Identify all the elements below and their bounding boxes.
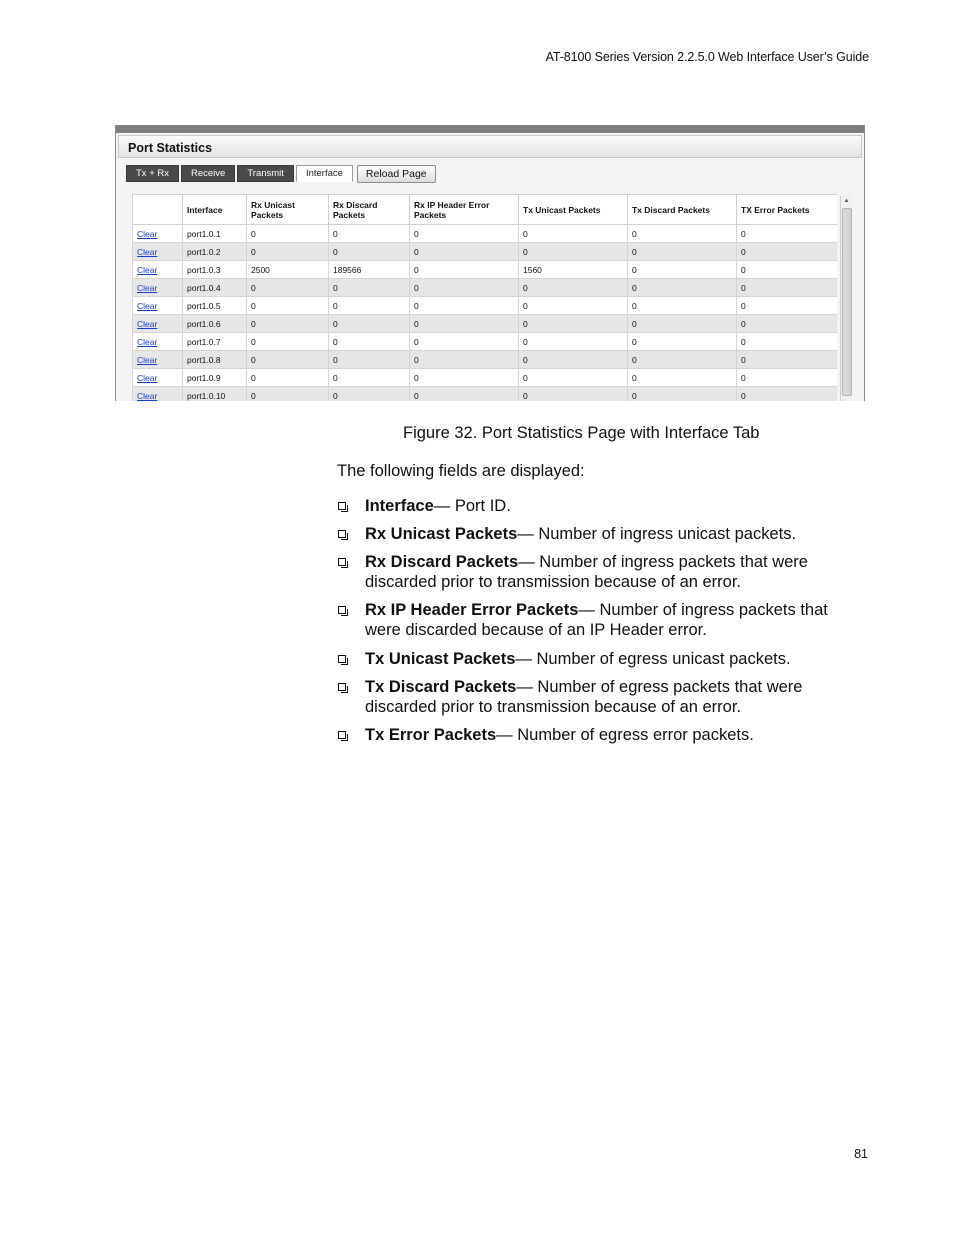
table-cell: port1.0.3 — [183, 261, 247, 279]
checkbox-bullet-icon — [338, 683, 346, 691]
field-description: — Number of egress packets that were discarded prior to transmission because of an error. — [365, 678, 803, 716]
table-cell: 0 — [628, 279, 737, 297]
column-header: Tx Discard Packets — [628, 195, 737, 225]
table-cell: 0 — [329, 387, 410, 402]
list-item — [337, 496, 867, 516]
list-item — [337, 524, 867, 544]
table-cell: 0 — [737, 333, 838, 351]
table-cell: 0 — [519, 351, 628, 369]
table-cell: 0 — [519, 387, 628, 402]
table-cell: port1.0.6 — [183, 315, 247, 333]
tab-receive[interactable]: Receive — [181, 165, 235, 182]
running-header: AT-8100 Series Version 2.2.5.0 Web Interface User’s Guide — [545, 50, 869, 64]
table-header-row — [133, 195, 838, 225]
checkbox-bullet-icon — [338, 530, 346, 538]
table-cell: 0 — [737, 369, 838, 387]
table-cell: 0 — [519, 297, 628, 315]
field-term: Rx Discard Packets — [365, 553, 519, 571]
table-cell: 0 — [628, 297, 737, 315]
clear-link[interactable]: Clear — [133, 387, 183, 402]
clear-link[interactable]: Clear — [133, 351, 183, 369]
column-header — [133, 195, 183, 225]
table-row — [133, 279, 838, 297]
table-cell: 0 — [329, 243, 410, 261]
list-item — [337, 677, 867, 717]
column-header: Tx Unicast Packets — [519, 195, 628, 225]
intro-text: The following fields are displayed: — [337, 462, 585, 480]
field-term: Interface — [365, 497, 434, 515]
clear-link[interactable]: Clear — [133, 333, 183, 351]
table-row — [133, 333, 838, 351]
table-cell: 0 — [247, 351, 329, 369]
table-cell: 0 — [410, 225, 519, 243]
table-cell: 1560 — [519, 261, 628, 279]
table-cell: 0 — [410, 333, 519, 351]
table-cell: 0 — [410, 315, 519, 333]
tab-transmit[interactable]: Transmit — [237, 165, 294, 182]
table-cell: 0 — [628, 369, 737, 387]
clear-link[interactable]: Clear — [133, 225, 183, 243]
column-header: Rx IP Header Error Packets — [410, 195, 519, 225]
table-cell: 0 — [247, 297, 329, 315]
table-cell: port1.0.4 — [183, 279, 247, 297]
table-cell: 0 — [410, 387, 519, 402]
panel-top-bar — [116, 125, 864, 133]
stats-table-area — [132, 194, 837, 401]
table-cell: 2500 — [247, 261, 329, 279]
column-header: Rx Unicast Packets — [247, 195, 329, 225]
scroll-up-arrow-icon[interactable]: ▲ — [843, 198, 850, 204]
panel-title: Port Statistics — [118, 135, 862, 158]
list-item — [337, 600, 867, 640]
column-header: Interface — [183, 195, 247, 225]
table-cell: port1.0.2 — [183, 243, 247, 261]
table-cell: 0 — [737, 279, 838, 297]
list-item — [337, 649, 867, 669]
list-item — [337, 725, 867, 745]
table-cell: 0 — [247, 387, 329, 402]
table-row — [133, 315, 838, 333]
table-cell: 0 — [329, 225, 410, 243]
column-header: Rx Discard Packets — [329, 195, 410, 225]
clear-link[interactable]: Clear — [133, 243, 183, 261]
field-description: — Number of egress error packets. — [496, 726, 754, 744]
table-row — [133, 225, 838, 243]
table-cell: 0 — [737, 351, 838, 369]
list-item — [337, 552, 867, 592]
table-cell: 0 — [329, 333, 410, 351]
field-list — [337, 496, 867, 745]
port-statistics-screenshot — [115, 125, 865, 401]
table-cell: 0 — [519, 279, 628, 297]
table-cell: 0 — [519, 333, 628, 351]
field-term: Rx Unicast Packets — [365, 525, 518, 543]
table-cell: port1.0.5 — [183, 297, 247, 315]
table-cell: 0 — [247, 315, 329, 333]
table-cell: 0 — [628, 243, 737, 261]
field-description: — Number of ingress packets that were discarded because of an IP Header error. — [365, 601, 828, 639]
clear-link[interactable]: Clear — [133, 279, 183, 297]
table-cell: 0 — [410, 351, 519, 369]
checkbox-bullet-icon — [338, 606, 346, 614]
clear-link[interactable]: Clear — [133, 315, 183, 333]
checkbox-bullet-icon — [338, 558, 346, 566]
table-cell: 0 — [519, 315, 628, 333]
reload-page-button[interactable]: Reload Page — [357, 165, 436, 183]
table-cell: 0 — [628, 261, 737, 279]
table-cell: 0 — [519, 369, 628, 387]
checkbox-bullet-icon — [338, 731, 346, 739]
table-cell: 0 — [628, 225, 737, 243]
table-cell: 0 — [519, 243, 628, 261]
field-term: Tx Discard Packets — [365, 678, 517, 696]
column-header: TX Error Packets — [737, 195, 838, 225]
table-row — [133, 297, 838, 315]
table-cell: 0 — [737, 225, 838, 243]
table-cell: 0 — [247, 225, 329, 243]
table-cell: 0 — [329, 315, 410, 333]
table-cell: 0 — [628, 351, 737, 369]
table-cell: port1.0.10 — [183, 387, 247, 402]
field-description: — Number of egress unicast packets. — [515, 650, 791, 668]
clear-link[interactable]: Clear — [133, 369, 183, 387]
checkbox-bullet-icon — [338, 502, 346, 510]
table-cell: 0 — [329, 351, 410, 369]
table-cell: 0 — [737, 297, 838, 315]
field-term: Tx Unicast Packets — [365, 650, 516, 668]
table-cell: 0 — [628, 387, 737, 402]
clear-link[interactable]: Clear — [133, 261, 183, 279]
table-cell: 0 — [737, 315, 838, 333]
table-cell: 0 — [519, 225, 628, 243]
table-row — [133, 387, 838, 402]
table-cell: 0 — [410, 369, 519, 387]
table-row — [133, 261, 838, 279]
table-cell: 189566 — [329, 261, 410, 279]
table-cell: 0 — [329, 369, 410, 387]
table-cell: 0 — [247, 279, 329, 297]
tab-interface[interactable]: Interface — [296, 165, 353, 182]
checkbox-bullet-icon — [338, 655, 346, 663]
scroll-thumb[interactable] — [842, 208, 852, 396]
table-cell: 0 — [410, 279, 519, 297]
table-cell: 0 — [410, 297, 519, 315]
table-cell: 0 — [737, 387, 838, 402]
table-scrollbar[interactable] — [840, 196, 852, 401]
clear-link[interactable]: Clear — [133, 297, 183, 315]
table-row — [133, 243, 838, 261]
table-cell: 0 — [247, 369, 329, 387]
table-cell: 0 — [247, 243, 329, 261]
table-cell: 0 — [737, 261, 838, 279]
table-cell: port1.0.7 — [183, 333, 247, 351]
table-body — [133, 225, 838, 402]
table-row — [133, 351, 838, 369]
field-description: — Number of ingress packets that were discarded prior to transmission because of an error. — [365, 553, 808, 591]
table-cell: 0 — [628, 333, 737, 351]
field-description: — Number of ingress unicast packets. — [517, 525, 797, 543]
table-cell: 0 — [329, 297, 410, 315]
table-row — [133, 369, 838, 387]
table-cell: 0 — [628, 315, 737, 333]
field-term: Tx Error Packets — [365, 726, 497, 744]
table-cell: 0 — [737, 243, 838, 261]
table-cell: 0 — [410, 243, 519, 261]
tab-tx-rx[interactable]: Tx + Rx — [126, 165, 179, 182]
table-cell: port1.0.1 — [183, 225, 247, 243]
table-cell: 0 — [410, 261, 519, 279]
table-cell: port1.0.9 — [183, 369, 247, 387]
field-term: Rx IP Header Error Packets — [365, 601, 579, 619]
page-number: 81 — [854, 1147, 868, 1161]
table-cell: 0 — [247, 333, 329, 351]
table-cell: 0 — [329, 279, 410, 297]
figure-caption: Figure 32. Port Statistics Page with Interface Tab — [403, 424, 760, 442]
tab-bar — [126, 165, 436, 183]
table-cell: port1.0.8 — [183, 351, 247, 369]
interface-stats-table — [132, 194, 837, 401]
field-description: — Port ID. — [433, 497, 511, 515]
